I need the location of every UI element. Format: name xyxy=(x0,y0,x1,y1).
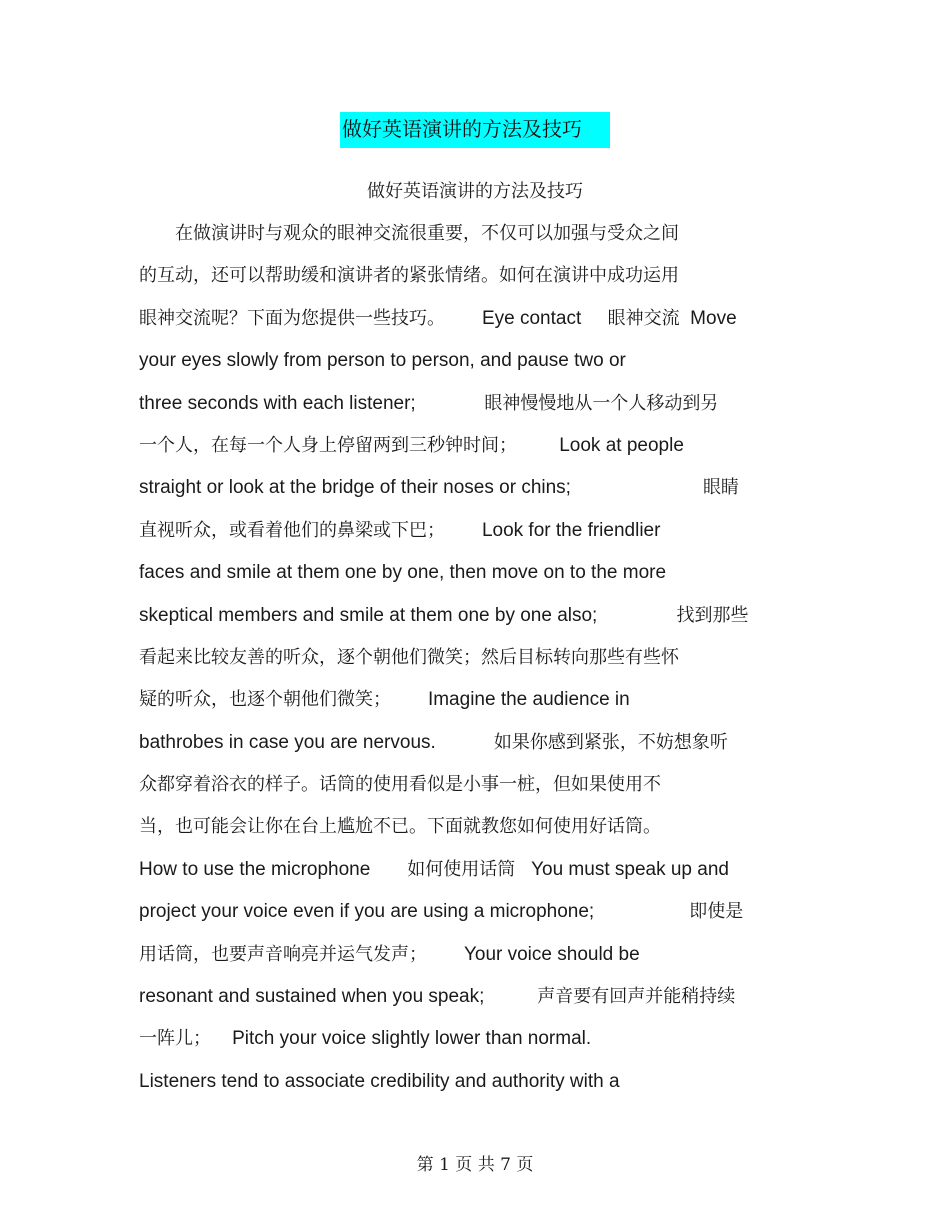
chinese-text: 一个人，在每一个人身上停留两到三秒钟时间； xyxy=(139,434,517,456)
body-text xyxy=(139,219,839,1109)
chinese-text: 眼神慢慢地从一个人移动到另 xyxy=(484,392,719,414)
english-text: Move xyxy=(679,307,737,329)
body-line xyxy=(139,685,839,727)
body-line xyxy=(139,982,839,1024)
chinese-text: 声音要有回声并能稍持续 xyxy=(537,986,736,1008)
body-line xyxy=(139,558,839,600)
chinese-text: 如果你感到紧张，不妨想象听 xyxy=(493,731,728,753)
english-text: your eyes slowly from person to person, and pause two or xyxy=(139,350,626,372)
english-text: How to use the microphone xyxy=(139,858,408,880)
chinese-text: 眼神交流呢？下面为您提供一些技巧。 xyxy=(139,307,445,329)
chinese-text: 的互动，还可以帮助缓和演讲者的紧张情绪。如何在演讲中成功运用 xyxy=(139,265,679,287)
page-footer: 第 1 页 共 7 页 xyxy=(416,1155,534,1175)
english-text: Look for the friendlier xyxy=(445,519,661,541)
english-text: faces and smile at them one by one, then move on to the more xyxy=(139,562,667,584)
chinese-text: 众都穿着浴衣的样子。话筒的使用看似是小事一桩，但如果使用不 xyxy=(139,774,661,796)
body-line xyxy=(139,601,839,643)
english-text: straight or look at the bridge of their noses or chins; xyxy=(139,477,703,499)
document-title: 做好英语演讲的方法及技巧 xyxy=(340,112,610,148)
body-line xyxy=(139,770,839,812)
body-line xyxy=(139,389,839,431)
body-line xyxy=(139,431,839,473)
english-text: three seconds with each listener; xyxy=(139,392,485,414)
body-line xyxy=(139,643,839,685)
body-line xyxy=(139,346,839,388)
chinese-text: 用话筒，也要声音响亮并运气发声； xyxy=(139,943,427,965)
english-text: Pitch your voice slightly lower than normal. xyxy=(211,1028,592,1050)
english-text: Eye contact xyxy=(445,307,608,329)
body-line xyxy=(139,812,839,854)
chinese-text: 找到那些 xyxy=(676,604,749,626)
body-line xyxy=(139,304,839,346)
body-line xyxy=(139,219,839,261)
english-text: skeptical members and smile at them one by one also; xyxy=(139,604,677,626)
body-line xyxy=(139,261,839,303)
english-text: project your voice even if you are using a microphone; xyxy=(139,901,690,923)
body-line xyxy=(139,516,839,558)
english-text: Your voice should be xyxy=(427,943,640,965)
body-line xyxy=(139,728,839,770)
body-line xyxy=(139,473,839,515)
chinese-text: 疑的听众，也逐个朝他们微笑； xyxy=(139,689,391,711)
english-text: resonant and sustained when you speak; xyxy=(139,986,538,1008)
english-text: Listeners tend to associate credibility and authority with a xyxy=(139,1070,620,1092)
document-subtitle: 做好英语演讲的方法及技巧 xyxy=(367,181,583,202)
english-text: Imagine the audience in xyxy=(391,689,630,711)
english-text: bathrobes in case you are nervous. xyxy=(139,731,494,753)
body-line xyxy=(139,1067,839,1109)
chinese-text: 眼睛 xyxy=(702,477,739,499)
chinese-text: 在做演讲时与观众的眼神交流很重要，不仅可以加强与受众之间 xyxy=(139,223,679,244)
body-line xyxy=(139,897,839,939)
chinese-text: 一阵儿； xyxy=(139,1028,211,1050)
chinese-text: 当，也可能会让你在台上尴尬不已。下面就教您如何使用好话筒。 xyxy=(139,816,661,838)
chinese-text: 即使是 xyxy=(689,901,744,923)
chinese-text: 直视听众，或看着他们的鼻梁或下巴； xyxy=(139,519,445,541)
body-line xyxy=(139,1024,839,1066)
english-text: You must speak up and xyxy=(515,858,729,880)
chinese-text: 如何使用话筒 xyxy=(407,858,516,880)
body-line xyxy=(139,855,839,897)
chinese-text: 看起来比较友善的听众，逐个朝他们微笑；然后目标转向那些有些怀 xyxy=(139,646,679,668)
body-line xyxy=(139,940,839,982)
chinese-text: 眼神交流 xyxy=(607,307,680,329)
english-text: Look at people xyxy=(517,434,684,456)
